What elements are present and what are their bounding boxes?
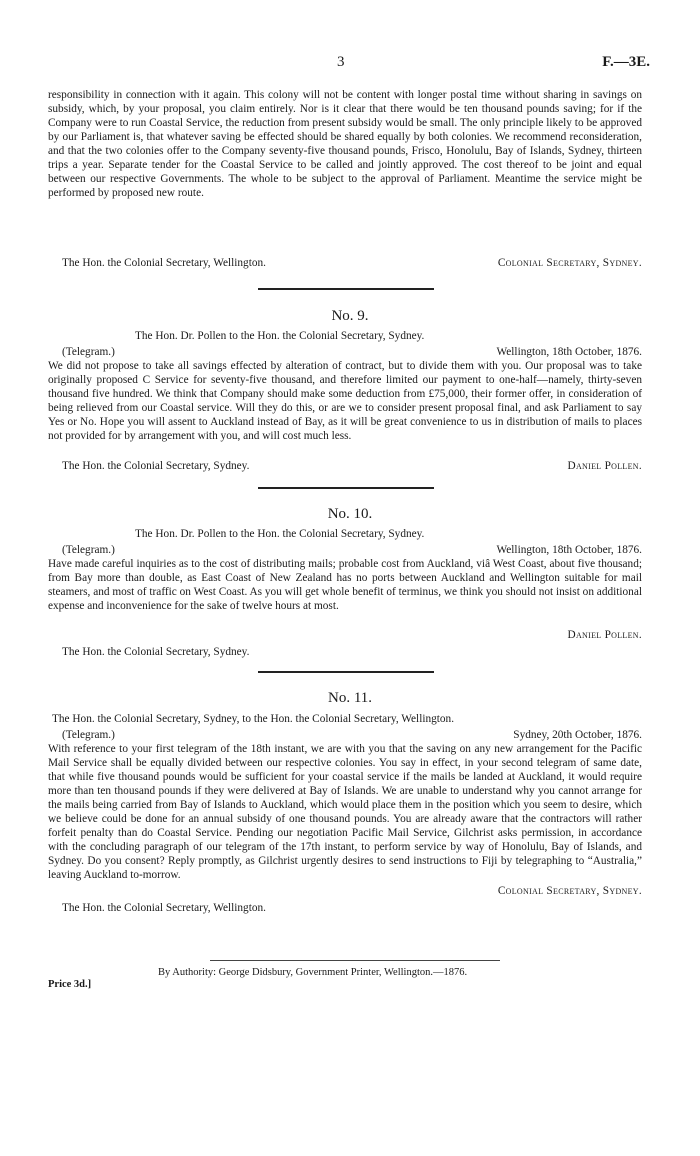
divider-rule — [258, 288, 434, 290]
no11-telegram: (Telegram.) — [62, 729, 115, 741]
document-code: F.—3E. — [602, 54, 650, 70]
divider-rule — [258, 487, 434, 489]
no9-telegram: (Telegram.) — [62, 346, 115, 358]
no10-addressee: The Hon. the Colonial Secretary, Sydney. — [62, 646, 250, 658]
no9-heading: The Hon. Dr. Pollen to the Hon. the Colonial Secretary, Sydney. — [135, 330, 425, 342]
page-number: 3 — [337, 54, 345, 70]
no9-addressee: The Hon. the Colonial Secretary, Sydney. — [62, 460, 250, 472]
no10-title: No. 10. — [327, 506, 373, 522]
no9-title: No. 9. — [331, 308, 369, 324]
footer-rule — [210, 960, 500, 961]
divider-rule — [258, 671, 434, 673]
no11-paragraph: With reference to your first telegram of the 18th instant, we are with you that the saving on any new arrangement for the Pacific Mail Service shall be equally divided between our respective colonies. You say in effect, in your second telegram of same date, that while five thousand pounds would be sufficient for your coastal service if the mails be landed at Auckland, it would require more than ten thousand pounds if they were delivered at Bay of Islands. We are unable to understand why you cannot arrange for the mails being carried from Bay of Islands to Auckland, which would place them in the position which you seem to desire, which we believe could be done for an annual subsidy of one thousand pounds. You are already aware that the contractors will rather forfeit penalty than do Coastal Service. Pending our negotiation Pacific Mail Service, Gilchrist asks permission, in accordance with the concluding paragraph of our telegram of the 17th instant, to perform service by way of Honolulu, Bay of Islands, and Sydney. Do you consent? Reply promptly, as Gilchrist urgently desires to send instructions to Fiji by telegraphing to “Australia,” leaving Auckland to-morrow. — [48, 743, 642, 881]
intro-signature: Colonial Secretary, Sydney. — [497, 257, 642, 269]
no11-heading: The Hon. the Colonial Secretary, Sydney, to the Hon. the Colonial Secretary, Wellington. — [52, 713, 455, 725]
no11-addressee: The Hon. the Colonial Secretary, Wellington. — [62, 902, 266, 914]
intro-addressee: The Hon. the Colonial Secretary, Wellington. — [62, 257, 266, 269]
no11-title: No. 11. — [327, 690, 373, 706]
footer-price: Price 3d.] — [48, 979, 92, 990]
no11-signature: Colonial Secretary, Sydney. — [497, 885, 642, 897]
intro-paragraph: responsibility in connection with it again. This colony will not be content with longer postal time without sharing in savings on subsidy, which, by your proposal, you claim entirely. Nor is it clear that there would be ten thousand pounds saving; for if the Company were to run Coastal Service, the reduction from present subsidy would be small. The only principle likely to be approved by our Parliament is, that whatever saving be effected should be shared equally by both colonies. We recommend reconsideration, and that the two colonies offer to the Company seventy-five thousand pounds, Frisco, Honolulu, Bay of Islands, Sydney, thirteen trips a year. Separate tender for the Coastal Service to be called and jointly approved. The cost thereof to be joint and equal between our respective Governments. The whole to be subject to the approval of Parliament. Meantime the service might be performed by proposed new route. — [48, 89, 642, 199]
no9-dateline: Wellington, 18th October, 1876. — [496, 346, 642, 358]
no10-heading: The Hon. Dr. Pollen to the Hon. the Colonial Secretary, Sydney. — [135, 528, 425, 540]
no10-telegram: (Telegram.) — [62, 544, 115, 556]
no10-signature: Daniel Pollen. — [567, 629, 642, 641]
no9-signature: Daniel Pollen. — [567, 460, 642, 472]
no9-paragraph: We did not propose to take all savings effected by alteration of contract, but to divide them with you. Our proposal was to take originally proposed C Service for seventy-five thousand, and therefore limited our payment to one-half—namely, thirty-seven thousand five hundred. We think that Company should make some deduction from £75,000, their former offer, in consideration of being relieved from our Coastal service. Will they do this, or are we to consider present proposal final, and ask Parliament to say Yes or No. Hope you will assent to Auckland instead of Bay, as it will be great convenience to us in distribution of mails to places not provided for by arrangement with you, and will cost much less. — [48, 360, 642, 442]
no10-paragraph: Have made careful inquiries as to the cost of distributing mails; probable cost from Auckland, viâ West Coast, about five thousand; from Bay more than double, as East Coast of New Zealand has no ports between Auckland and Wellington suitable for mail steamers, and most of traffic on West Coast. As you will get whole benefit of terminus, we think you should not insist on additional expense and inconvenience for the sake of twelve hours at most. — [48, 558, 642, 612]
footer-imprint: By Authority: George Didsbury, Government Printer, Wellington.—1876. — [158, 967, 468, 978]
no11-dateline: Sydney, 20th October, 1876. — [513, 729, 642, 741]
no10-dateline: Wellington, 18th October, 1876. — [496, 544, 642, 556]
